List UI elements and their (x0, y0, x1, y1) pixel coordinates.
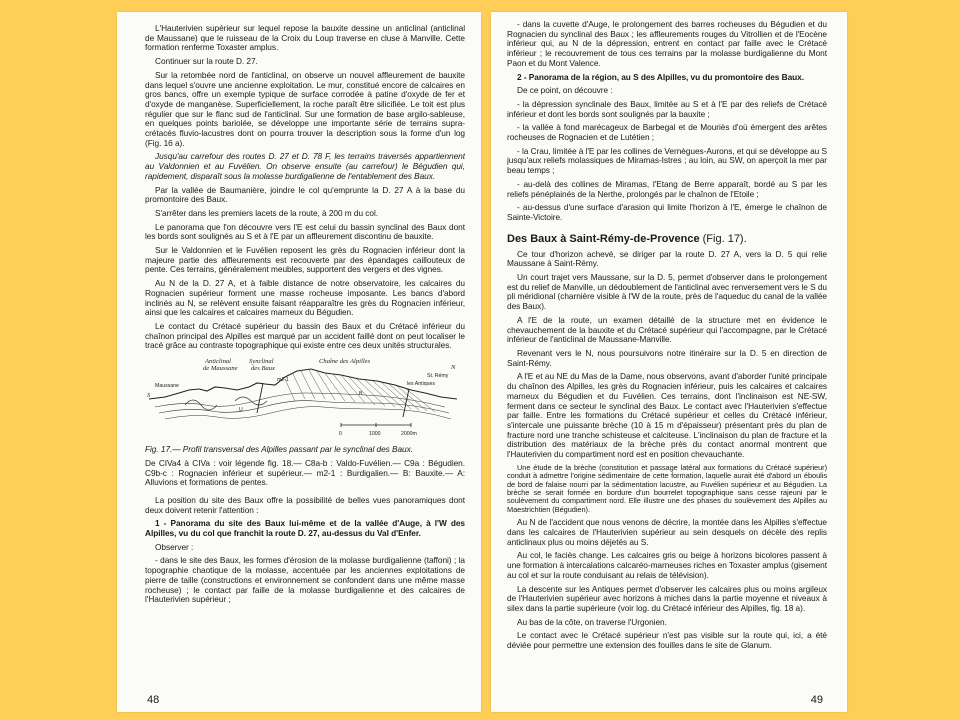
label-m21: m2-1 (277, 377, 289, 384)
paragraph: Au N de la D. 27 A, et à faible distance de notre observatoire, les calcaires du Rognacien supérieur forment une masse rocheuse imposante. Les bancs d'abord inclinés au N, se relèvent ensuite faisant réapparaître les grès du Rognacien inférieur, ainsi que les calcaires et calcaires marneux du Bégudien. (145, 278, 465, 318)
small-paragraph: Une étude de la brèche (constitution et passage latéral aux formations du Crétacé supérieur) conduit à admettre l'origine sédimentaire de cette formation, laquelle aurait été d'abord un éboulis de bord de falaise nourri par la sédimentation lacustre, au Fuvélien supérieur et au Bégudien. La brèche se serait formée en bordure d'un bourrelet topographique sans cesse rajeuni par le soulèvement du compartiment nord. Elle illustre une des phases du soulèvement des Alpilles au Maestrichtien (Bégudien). (507, 462, 827, 514)
paragraph: - la Crau, limitée à l'E par les collines de Vernègues-Aurons, et qui se développe au S jusqu'aux reliefs molassiques de Miramas-Istres ; au loin, au SW, on aperçoit la mer par beau temps ; (507, 145, 827, 176)
paragraph: 2 - Panorama de la région, au S des Alpilles, vu du promontoire des Baux. (517, 71, 804, 82)
page-number: 49 (810, 694, 823, 706)
label-de-maussane: de Maussane (203, 365, 238, 373)
paragraph: Observer : (155, 541, 194, 552)
label-n: N (451, 364, 456, 372)
section-figure-ref: (Fig. 17). (702, 232, 747, 245)
paragraph: - la dépression synclinale des Baux, limitée au S et à l'E par des reliefs de Crétacé inférieur et dont les bords sont soulignés par la bauxite ; (507, 98, 827, 119)
label-chaine: Chaîne des Alpilles (319, 358, 371, 366)
scale-label: 2000m (401, 431, 417, 438)
paragraph: La position du site des Baux offre la possibilité de belles vues panoramiques dont deux doivent retenir l'attention : (145, 494, 465, 515)
label-st-remy: St. Rémy (427, 373, 449, 380)
label-s: S (147, 392, 151, 400)
paragraph: - au-dessus d'une surface d'arasion qui limite l'horizon à l'E, émerge le chaînon de Sainte-Victoire. (507, 202, 827, 222)
paragraph: Revenant vers le N, nous poursuivons notre itinéraire sur la D. 5 en direction de Saint-Rémy. (507, 347, 827, 368)
label-b: B (359, 391, 363, 398)
right-column (507, 20, 827, 690)
page-number: 48 (147, 694, 160, 706)
paragraph: - dans la cuvette d'Auge, le prolongement des barres rocheuses du Bégudien et du Rognacien du synclinal des Baux ; les affleurements rouges du Vitrollien et de l'Eocène inférieur qui, au N de la dépression, entrent en contact par faille avec le Crétacé inférieur ; le recouvrement de tous ces terrains par la molasse burdigalienne du Mont Paon et du Mont Valence. (507, 20, 827, 68)
left-page (117, 12, 481, 712)
paragraph: Un court trajet vers Maussane, sur la D. 5, permet d'observer dans le prolongement est du relief de Manville, un dédoublement de l'anticlinal avec renversement vers le S du pli méridional (charnière visible à l'W de la route, près de l'aqueduc du canal de la vallée des Baux). (507, 272, 827, 312)
strata-line (165, 407, 451, 419)
cross-section-diagram (145, 357, 461, 445)
paragraph: De ce point, on découvre : (517, 85, 613, 96)
paragraph: Jusqu'au carrefour des routes D. 27 et D. 78 F, les terrains traversés appartiennent au Valdonnien et au Fuvélien. On observe ensuite (au carrefour) le Bégudien qui, rapidement, disparaît sous la molasse burdigalienne de l'entablement des Baux. (145, 151, 465, 181)
right-page (491, 12, 847, 712)
label-des-baux: des Baux (251, 365, 275, 373)
paragraph: La descente sur les Antiques permet d'observer les calcaires plus ou moins argileux de l'Hauterivien supérieur avec horizons à miches dans la partie moyenne et niveaux à silex dans la partie supérieure (voir log. du Crétacé inférieur des Alpilles, fig. 18 a). (507, 583, 827, 613)
scale-label: 0 (339, 431, 342, 438)
left-column (145, 24, 465, 690)
label-synclinal: Synclinal (249, 358, 274, 366)
section-heading (507, 233, 827, 245)
paragraph: Sur le Valdonnien et le Fuvélien reposent les grès du Rognacien inférieur dont la majeure partie des affleurements est recouverte par des épandages caillouteux de pente. Ces terrains, généralement meubles, supportent des vergers et des vignes. (145, 245, 465, 275)
figure-17 (145, 357, 465, 488)
paragraph: Le contact avec le Crétacé supérieur n'est pas visible sur la route qui, ici, a été déviée pour permettre une extension des fouilles dans le site de Glanum. (507, 630, 827, 651)
paragraph: L'Hauterivien supérieur sur lequel repose la bauxite dessine un anticlinal (anticlinal de Maussane) que le ruisseau de la Croix du Loup traverse en cluse à Manville. Cette formation renferme Toxaster amplus. (145, 24, 465, 53)
paragraph: - dans le site des Baux, les formes d'érosion de la molasse burdigalienne (taffoni) ; la topographie chaotique de la molasse, accentuée par les anciennes exploitations de pierre de taille (constructions et environnement se confondent dans une même masse rocheuse) ; le contact par faille de la molasse burdigalienne et des calcaires de l'Hauterivien supérieur ; (145, 555, 465, 605)
section-title: Des Baux à Saint-Rémy-de-Provence (507, 232, 700, 245)
fold (185, 400, 217, 410)
paragraph: A l'E et au NE du Mas de la Dame, nous observons, avant d'aborder l'unité principale du chaînon des Alpilles, les grès du Rognacien inférieur, puis les calcaires et calcaires marneux du Bégudien et du Fuvélien. Ces terrains, dont l'inclinaison est NE-SW, ferment dans ce secteur le synclinal des Baux. Le contact avec l'Hauterivien s'effectue par faille. Entre les formations du Crétacé supérieur et celles du Crétacé inférieur, s'intercale une puissante brèche (10 à 15 m d'épaisseur) présentant près du plan de fracture nord une tranche schisteuse et calciteuse. L'inclinaison du plan de fracture et la distribution des matériaux de la brèche près du contact anormal montrent que l'Hauterivien du compartiment nord est en position chevauchante. (507, 371, 827, 460)
figure-caption-body: De CIVa4 à CIVa : voir légende fig. 18.— C8a-b : Valdo-Fuvélien.— C9a : Bégudien. C9b-c : Rognacien inférieur et supérieur.— m2-1 : Burdigalien.— B: Bauxite.— A: Alluvions et formations de pentes. (145, 457, 465, 488)
paragraph: Ce tour d'horizon achevé, se diriger par la route D. 27 A, vers la D. 5 qui relie Maussane à Saint-Rémy. (507, 248, 827, 269)
paragraph: Au bas de la côte, on traverse l'Urgonien. (517, 616, 667, 627)
paragraph: Le contact du Crétacé supérieur du bassin des Baux et du Crétacé inférieur du chaînon principal des Alpilles est marqué par un accident faillé dont on peut localiser le tracé grâce au contraste topographique qui existe entre ces deux unités structurales. (145, 320, 465, 351)
paragraph: A l'E de la route, un examen détaillé de la structure met en évidence le chevauchement de la bauxite et du Crétacé supérieur qui l'accompagne, par le Crétacé inférieur de l'anticlinal de Maussane-Manville. (507, 314, 827, 345)
paragraph: 1 - Panorama du site des Baux lui-même et de la vallée d'Auge, à l'W des Alpilles, vu du col que franchit la route D. 27, au-dessus du Val d'Enfer. (145, 518, 465, 539)
label-les-antiques: les Antiques (407, 381, 435, 388)
paragraph: - au-delà des collines de Miramas, l'Etang de Berre apparaît, bordé au S par les reliefs pénéplainés de la Nerthe, prolongés par le chaînon de l'Etoile ; (507, 178, 827, 199)
label-anticlinal: Anticlinal (205, 358, 232, 366)
paragraph: S'arrêter dans les premiers lacets de la route, à 200 m du col. (155, 207, 379, 218)
paragraph: Au N de l'accident que nous venons de décrire, la montée dans les Alpilles s'effectue dans les calcaires de l'Hauterivien supérieur au sein desquels on décèle des replis anticlinaux plus ou moins déjetés au S. (507, 517, 827, 547)
scale-label: 1000 (369, 431, 381, 438)
paragraph: Par la vallée de Baumanière, joindre le col qu'emprunte la D. 27 A à la base du promontoire des Baux. (145, 184, 465, 205)
paragraph: - la vallée à fond marécageux de Barbegal et de Mouriès d'où émergent des arêtes rocheuses de Rognacien et de Lutétien ; (507, 122, 827, 143)
label-u: U (239, 407, 243, 414)
paragraph: Sur la retombée nord de l'anticlinal, on observe un nouvel affleurement de bauxite dans lequel s'ouvre une ancienne exploitation. Le mur, constitué encore de calcaires en gros bancs, offre un exemple typique de surface corrodée à patine d'oxyde de fer et d'oxyde de manganèse. Superficiellement, la roche paraît être silicifiée. Le toit est plus régulier que sur le flanc sud de l'anticlinal. Sur une formation de base argilo-sableuse, en quelques points bariolée, se développe une importante série de terrains supra-crétacés fluvio-lacustres dont on pourra trouver la description sous la forme d'un log (Fig. 16 a). (145, 69, 465, 148)
label-maussane: Maussane (155, 383, 179, 390)
paragraph: Le panorama que l'on découvre vers l'E est celui du bassin synclinal des Baux dont les bords sont soulignés au S et à l'E par un affleurement discontinu de bauxite. (145, 221, 465, 242)
fault-line (257, 383, 263, 413)
figure-caption-title: Fig. 17.— Profil transversal des Alpilles passant par le synclinal des Baux. (145, 444, 413, 455)
paragraph: Continuer sur la route D. 27. (155, 56, 258, 67)
paragraph: Au col, le faciès change. Les calcaires gris ou beige à horizons bicolores passent à une formation à intercalations calcaréo-marneuses riches en Toxaster amplus (gisement au col et sur la route conduisant au relais de télévision). (507, 550, 827, 580)
fold (235, 397, 267, 405)
